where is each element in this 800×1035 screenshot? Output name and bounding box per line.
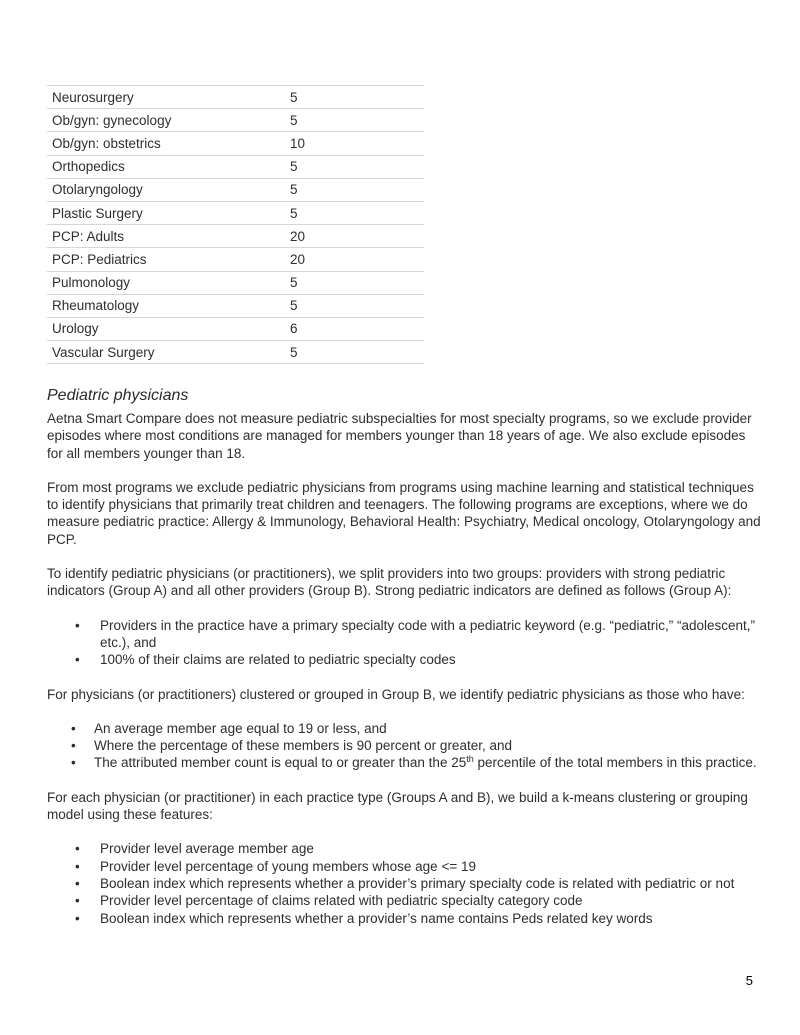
paragraph: For physicians (or practitioners) clustered or grouped in Group B, we identify pediatric physicians as those who have: bbox=[47, 686, 745, 702]
table-row bbox=[47, 202, 424, 225]
table-row bbox=[47, 248, 424, 271]
list-item-text: The attributed member count is equal to or greater than the 25 bbox=[94, 755, 467, 771]
paragraph: To identify pediatric physicians (or practitioners), we split providers into two groups: providers with strong pediatric indicators (Group A) and all other providers (Group B). Strong pediatric indicators are defined as follows (Group A): bbox=[47, 566, 732, 599]
list-item: • 100% of their claims are related to pediatric specialty codes bbox=[47, 651, 762, 668]
specialty-name: Ob/gyn: gynecology bbox=[52, 112, 172, 128]
list-item: • Where the percentage of these members is 90 percent or greater, and bbox=[47, 737, 762, 754]
superscript: th bbox=[466, 754, 474, 765]
paragraph: From most programs we exclude pediatric physicians from programs using machine learning and statistical techniques to identify physicians that primarily treat children and teenagers. The following programs are exceptions, where we do measure pediatric practice: Allergy & Immunology, Behavioral Health: Psychiatry, Medical oncology, Otolaryngology and PCP. bbox=[47, 479, 761, 547]
specialty-name: Rheumatology bbox=[52, 298, 140, 314]
table-row bbox=[47, 156, 424, 179]
specialty-name: Otolaryngology bbox=[52, 182, 143, 198]
specialty-value: 5 bbox=[290, 112, 298, 128]
page-number: 5 bbox=[745, 973, 753, 988]
specialty-name: Plastic Surgery bbox=[52, 205, 143, 221]
table-row bbox=[47, 295, 424, 318]
group-a-criteria-list bbox=[47, 617, 762, 669]
table-row bbox=[47, 179, 424, 202]
list-item: • Provider level average member age bbox=[47, 840, 762, 857]
specialty-value: 20 bbox=[290, 228, 306, 244]
specialty-name: Pulmonology bbox=[52, 275, 131, 291]
table-row bbox=[47, 225, 424, 248]
specialty-value: 5 bbox=[290, 344, 298, 360]
list-item-text: percentile of the total members in this practice. bbox=[473, 755, 757, 771]
list-item: • Provider level percentage of young members whose age <= 19 bbox=[47, 858, 762, 875]
paragraph: Aetna Smart Compare does not measure pediatric subspecialties for most specialty programs, so we exclude provider episodes where most conditions are managed for members younger than 18 years of age. We also exclude episodes for all members younger than 18. bbox=[47, 411, 752, 461]
group-b-criteria-list bbox=[47, 720, 762, 772]
specialty-table bbox=[47, 85, 424, 364]
specialty-value: 6 bbox=[290, 321, 298, 337]
table-row bbox=[47, 341, 424, 364]
table-row bbox=[47, 318, 424, 341]
section-title: Pediatric physicians bbox=[47, 387, 189, 404]
specialty-name: Orthopedics bbox=[52, 159, 125, 175]
table-row bbox=[47, 86, 424, 109]
specialty-name: Vascular Surgery bbox=[52, 344, 155, 360]
specialty-name: PCP: Pediatrics bbox=[52, 251, 147, 267]
specialty-name: Ob/gyn: obstetrics bbox=[52, 135, 161, 151]
specialty-value: 5 bbox=[290, 205, 298, 221]
list-item bbox=[47, 754, 762, 771]
specialty-name: Neurosurgery bbox=[52, 89, 134, 105]
model-features-list bbox=[47, 840, 762, 926]
table-row bbox=[47, 109, 424, 132]
list-item: • An average member age equal to 19 or less, and bbox=[47, 720, 762, 737]
specialty-name: PCP: Adults bbox=[52, 228, 125, 244]
specialty-value: 5 bbox=[290, 298, 298, 314]
specialty-value: 5 bbox=[290, 89, 298, 105]
table-row bbox=[47, 272, 424, 295]
list-item: • Providers in the practice have a primary specialty code with a pediatric keyword (e.g. “pediatric,” “adolescent,” etc.), and bbox=[47, 617, 762, 652]
specialty-value: 10 bbox=[290, 135, 306, 151]
list-item: • Boolean index which represents whether a provider’s name contains Peds related key words bbox=[47, 910, 762, 927]
list-item: • Provider level percentage of claims related with pediatric specialty category code bbox=[47, 892, 762, 909]
specialty-value: 5 bbox=[290, 275, 298, 291]
specialty-value: 5 bbox=[290, 159, 298, 175]
paragraph: For each physician (or practitioner) in each practice type (Groups A and B), we build a k-means clustering or grouping model using these features: bbox=[47, 789, 748, 823]
specialty-value: 20 bbox=[290, 251, 306, 267]
specialty-value: 5 bbox=[290, 182, 298, 198]
section-body bbox=[47, 410, 762, 944]
specialty-name: Urology bbox=[52, 321, 99, 337]
table-row bbox=[47, 132, 424, 155]
list-item: • Boolean index which represents whether a provider’s primary specialty code is related with pediatric or not bbox=[47, 875, 762, 892]
